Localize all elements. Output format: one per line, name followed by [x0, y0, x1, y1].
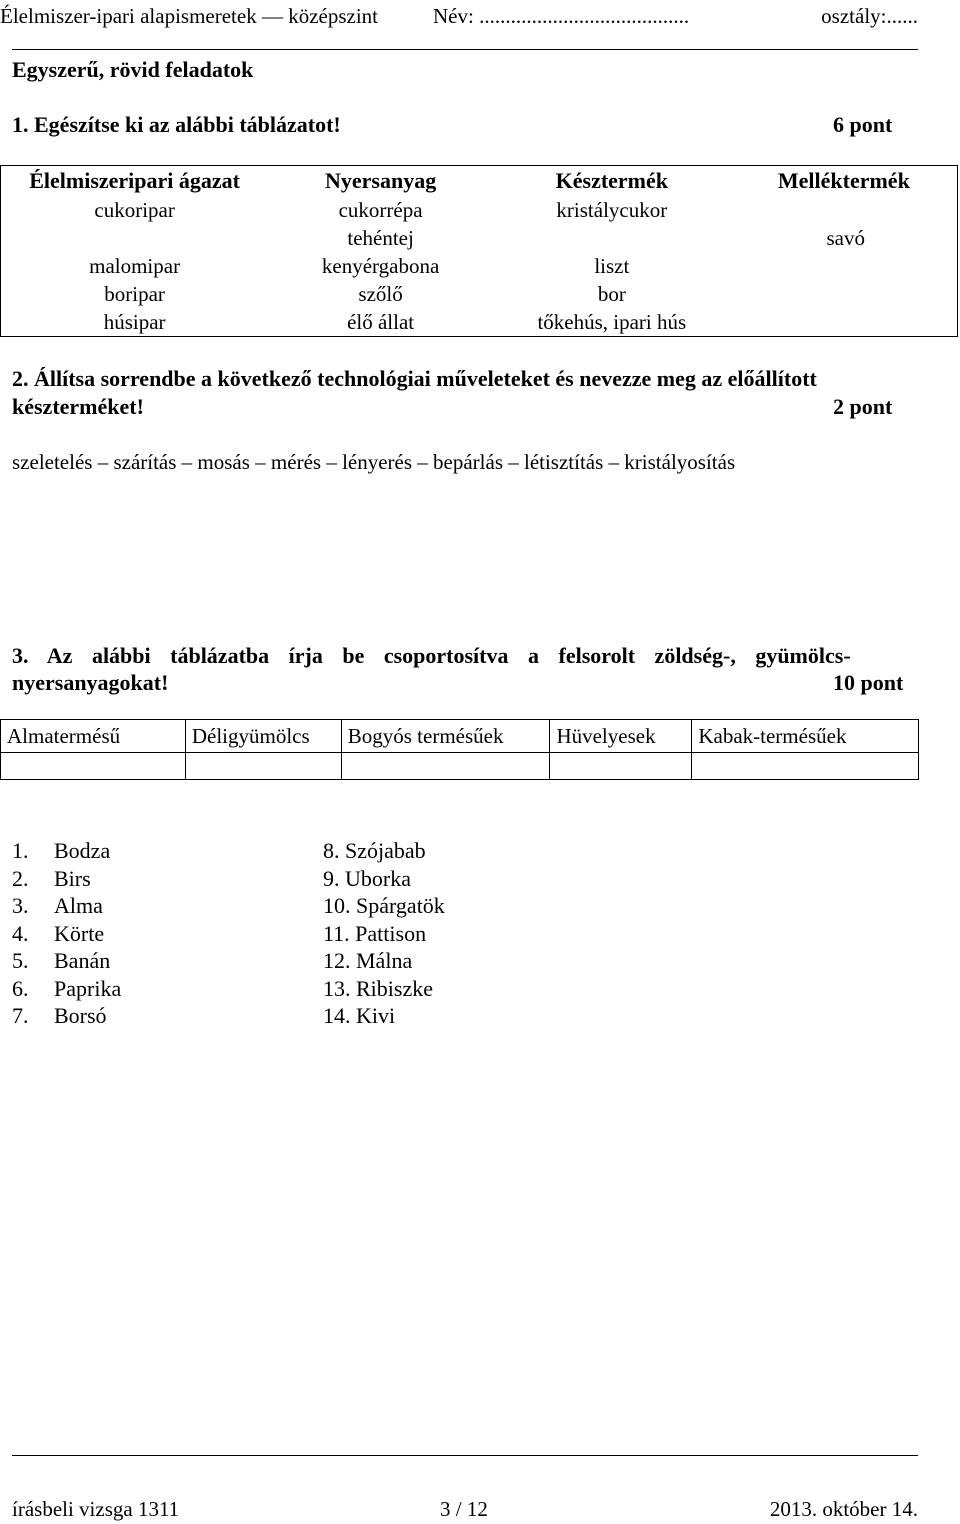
task3-list-right [323, 837, 445, 1030]
list-item: 8. Szójabab [323, 838, 426, 863]
table-cell: kenyérgabona [321, 253, 440, 278]
task3-prompt-line2: nyersanyagokat! [12, 670, 169, 695]
table-cell: malomipar [1, 252, 269, 280]
task3-header-cell: Kabak-termésűek [692, 720, 919, 753]
table-cell: boripar [1, 280, 269, 308]
task3-answer-row [1, 753, 919, 780]
footer-date: 2013. október 14. [769, 1497, 918, 1521]
header-name-label: Név: ........................................ [433, 4, 690, 28]
table-cell: húsipar [1, 308, 269, 337]
table-cell [731, 280, 958, 308]
list-item: Banán [54, 948, 111, 973]
list-item: Borsó [54, 1003, 107, 1028]
table-cell: élő állat [268, 308, 493, 337]
task1-header-cell: Élelmiszeripari ágazat [1, 166, 269, 197]
list-item-number: 1. [12, 838, 29, 863]
table-row [1, 252, 958, 280]
table-row [1, 196, 958, 224]
answer-cell[interactable] [692, 753, 919, 780]
list-item-number: 5. [12, 948, 29, 973]
task3-header-cell: Déligyümölcs [185, 720, 341, 753]
table-cell [731, 196, 958, 224]
table-cell: cukoripar [1, 196, 269, 224]
task1-header-cell: Késztermék [493, 166, 731, 197]
table-row [1, 280, 958, 308]
list-item: Birs [54, 865, 91, 891]
list-item: Bodza [54, 838, 111, 863]
list-item: 13. Ribiszke [323, 975, 433, 1001]
list-item: Alma [54, 893, 103, 918]
answer-cell[interactable] [185, 753, 341, 780]
task1-prompt: 1. Egészítse ki az alábbi táblázatot! [12, 112, 341, 137]
header-class-label: osztály:...... [821, 4, 918, 28]
task1-header-row [1, 166, 958, 197]
list-item-number: 4. [12, 920, 29, 946]
table-cell [731, 308, 958, 337]
task3-points: 10 pont [833, 670, 904, 695]
table-cell [731, 252, 958, 280]
task3-table [0, 719, 919, 780]
list-item-number: 2. [12, 865, 29, 891]
list-item: 11. Pattison [323, 920, 427, 946]
task1-header-cell: Melléktermék [731, 166, 958, 197]
table-cell: bor [597, 281, 626, 306]
list-item: 14. Kivi [323, 1003, 396, 1028]
task2-prompt-line1: 2. Állítsa sorrendbe a következő technológiai műveleteket és nevezze meg az előállított [12, 366, 817, 391]
list-item: 9. Uborka [323, 865, 411, 891]
footer-exam: írásbeli vizsga 1311 [12, 1497, 180, 1521]
table-cell: savó [731, 224, 958, 252]
task3-prompt-line1: 3. Az alábbi táblázatba írja be csoportosítva a felsorolt zöldség-, gyümölcs- [12, 643, 851, 668]
task1-table [0, 165, 958, 337]
list-item: 10. Spárgatök [323, 893, 445, 918]
answer-cell[interactable] [1, 753, 186, 780]
task2-prompt-line2: készterméket! [12, 394, 144, 419]
task3-list-numbers [12, 837, 29, 1030]
footer-page-number: 3 / 12 [440, 1497, 488, 1521]
table-cell: kristálycukor [556, 197, 668, 222]
list-item-number: 7. [12, 1003, 29, 1028]
table-cell [493, 224, 731, 252]
task3-header-cell: Bogyós termésűek [341, 720, 550, 753]
task1-header-cell: Nyersanyag [268, 166, 493, 197]
table-row [1, 224, 958, 252]
table-row [1, 308, 958, 337]
list-item-number: 3. [12, 893, 29, 918]
table-cell [1, 224, 269, 252]
header-title: Élelmiszer-ipari alapismeretek — középszint [0, 4, 379, 28]
task3-header-row [1, 720, 919, 753]
table-cell: tehéntej [347, 225, 414, 250]
task2-points: 2 pont [833, 394, 893, 419]
table-cell: cukorrépa [338, 197, 423, 222]
task3-header-cell: Hüvelyesek [550, 720, 692, 753]
section-title: Egyszerű, rövid feladatok [12, 57, 254, 82]
task3-header-cell: Almatermésű [1, 720, 186, 753]
task2-operations: szeletelés – szárítás – mosás – mérés – lényerés – bepárlás – létisztítás – kristályosítás [12, 450, 736, 474]
header-rule [12, 49, 918, 50]
list-item-number: 6. [12, 975, 29, 1001]
task3-list-left [54, 837, 121, 1030]
list-item: Paprika [54, 975, 122, 1001]
list-item: 12. Málna [323, 948, 413, 973]
table-cell: liszt [594, 253, 630, 278]
footer-rule [12, 1455, 918, 1456]
table-cell: szőlő [358, 281, 403, 306]
answer-cell[interactable] [550, 753, 692, 780]
list-item: Körte [54, 920, 105, 946]
answer-cell[interactable] [341, 753, 550, 780]
task1-points: 6 pont [833, 112, 893, 137]
table-cell: tőkehús, ipari hús [493, 308, 731, 337]
